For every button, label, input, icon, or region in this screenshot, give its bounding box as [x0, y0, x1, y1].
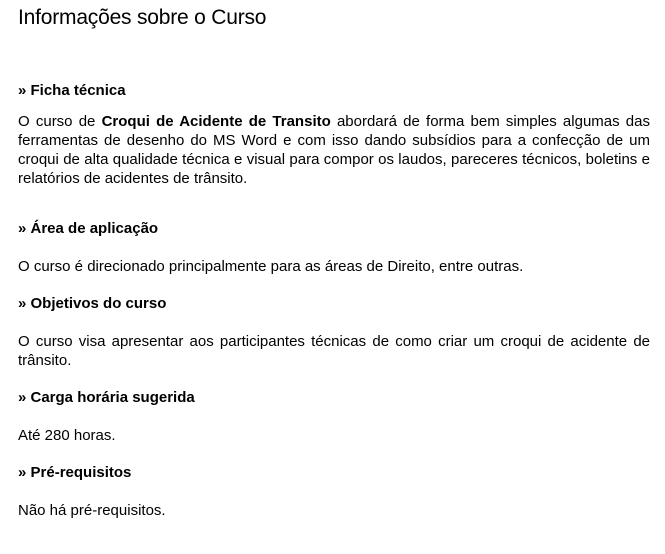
section-heading-area-aplicacao: » Área de aplicação	[18, 220, 159, 237]
section-pre-requisitos	[18, 464, 650, 520]
ficha-text-after: abordará de forma bem simples algumas das ferramentas de desenho do MS Word e com isso dando subsídios para a confecção de um croqui de alta qualidade técnica e visual para compor os laudos, pareceres técnicos, boletins e relatórios de acidentes de trânsito.	[18, 113, 650, 187]
section-ficha-tecnica	[18, 82, 650, 188]
section-area-aplicacao	[18, 220, 650, 276]
pre-requisitos-paragraph: Não há pré-requisitos.	[18, 502, 166, 519]
section-heading-pre-requisitos: » Pré-requisitos	[18, 464, 132, 481]
ficha-text-before: O curso de	[18, 113, 102, 130]
section-heading-ficha-tecnica: » Ficha técnica	[18, 82, 126, 99]
course-info-page	[0, 6, 665, 554]
section-heading-carga-horaria: » Carga horária sugerida	[18, 389, 195, 406]
ficha-tecnica-paragraph	[18, 112, 650, 188]
section-objetivos	[18, 295, 650, 370]
section-heading-objetivos: » Objetivos do curso	[18, 295, 167, 312]
page-title: Informações sobre o Curso	[18, 6, 267, 29]
section-carga-horaria	[18, 389, 650, 445]
carga-horaria-paragraph: Até 280 horas.	[18, 427, 116, 444]
objetivos-paragraph: O curso visa apresentar aos participantes técnicas de como criar um croqui de acidente de trânsito.	[18, 333, 650, 369]
course-name: Croqui de Acidente de Transito	[101, 113, 331, 130]
area-aplicacao-paragraph: O curso é direcionado principalmente para as áreas de Direito, entre outras.	[18, 258, 524, 275]
